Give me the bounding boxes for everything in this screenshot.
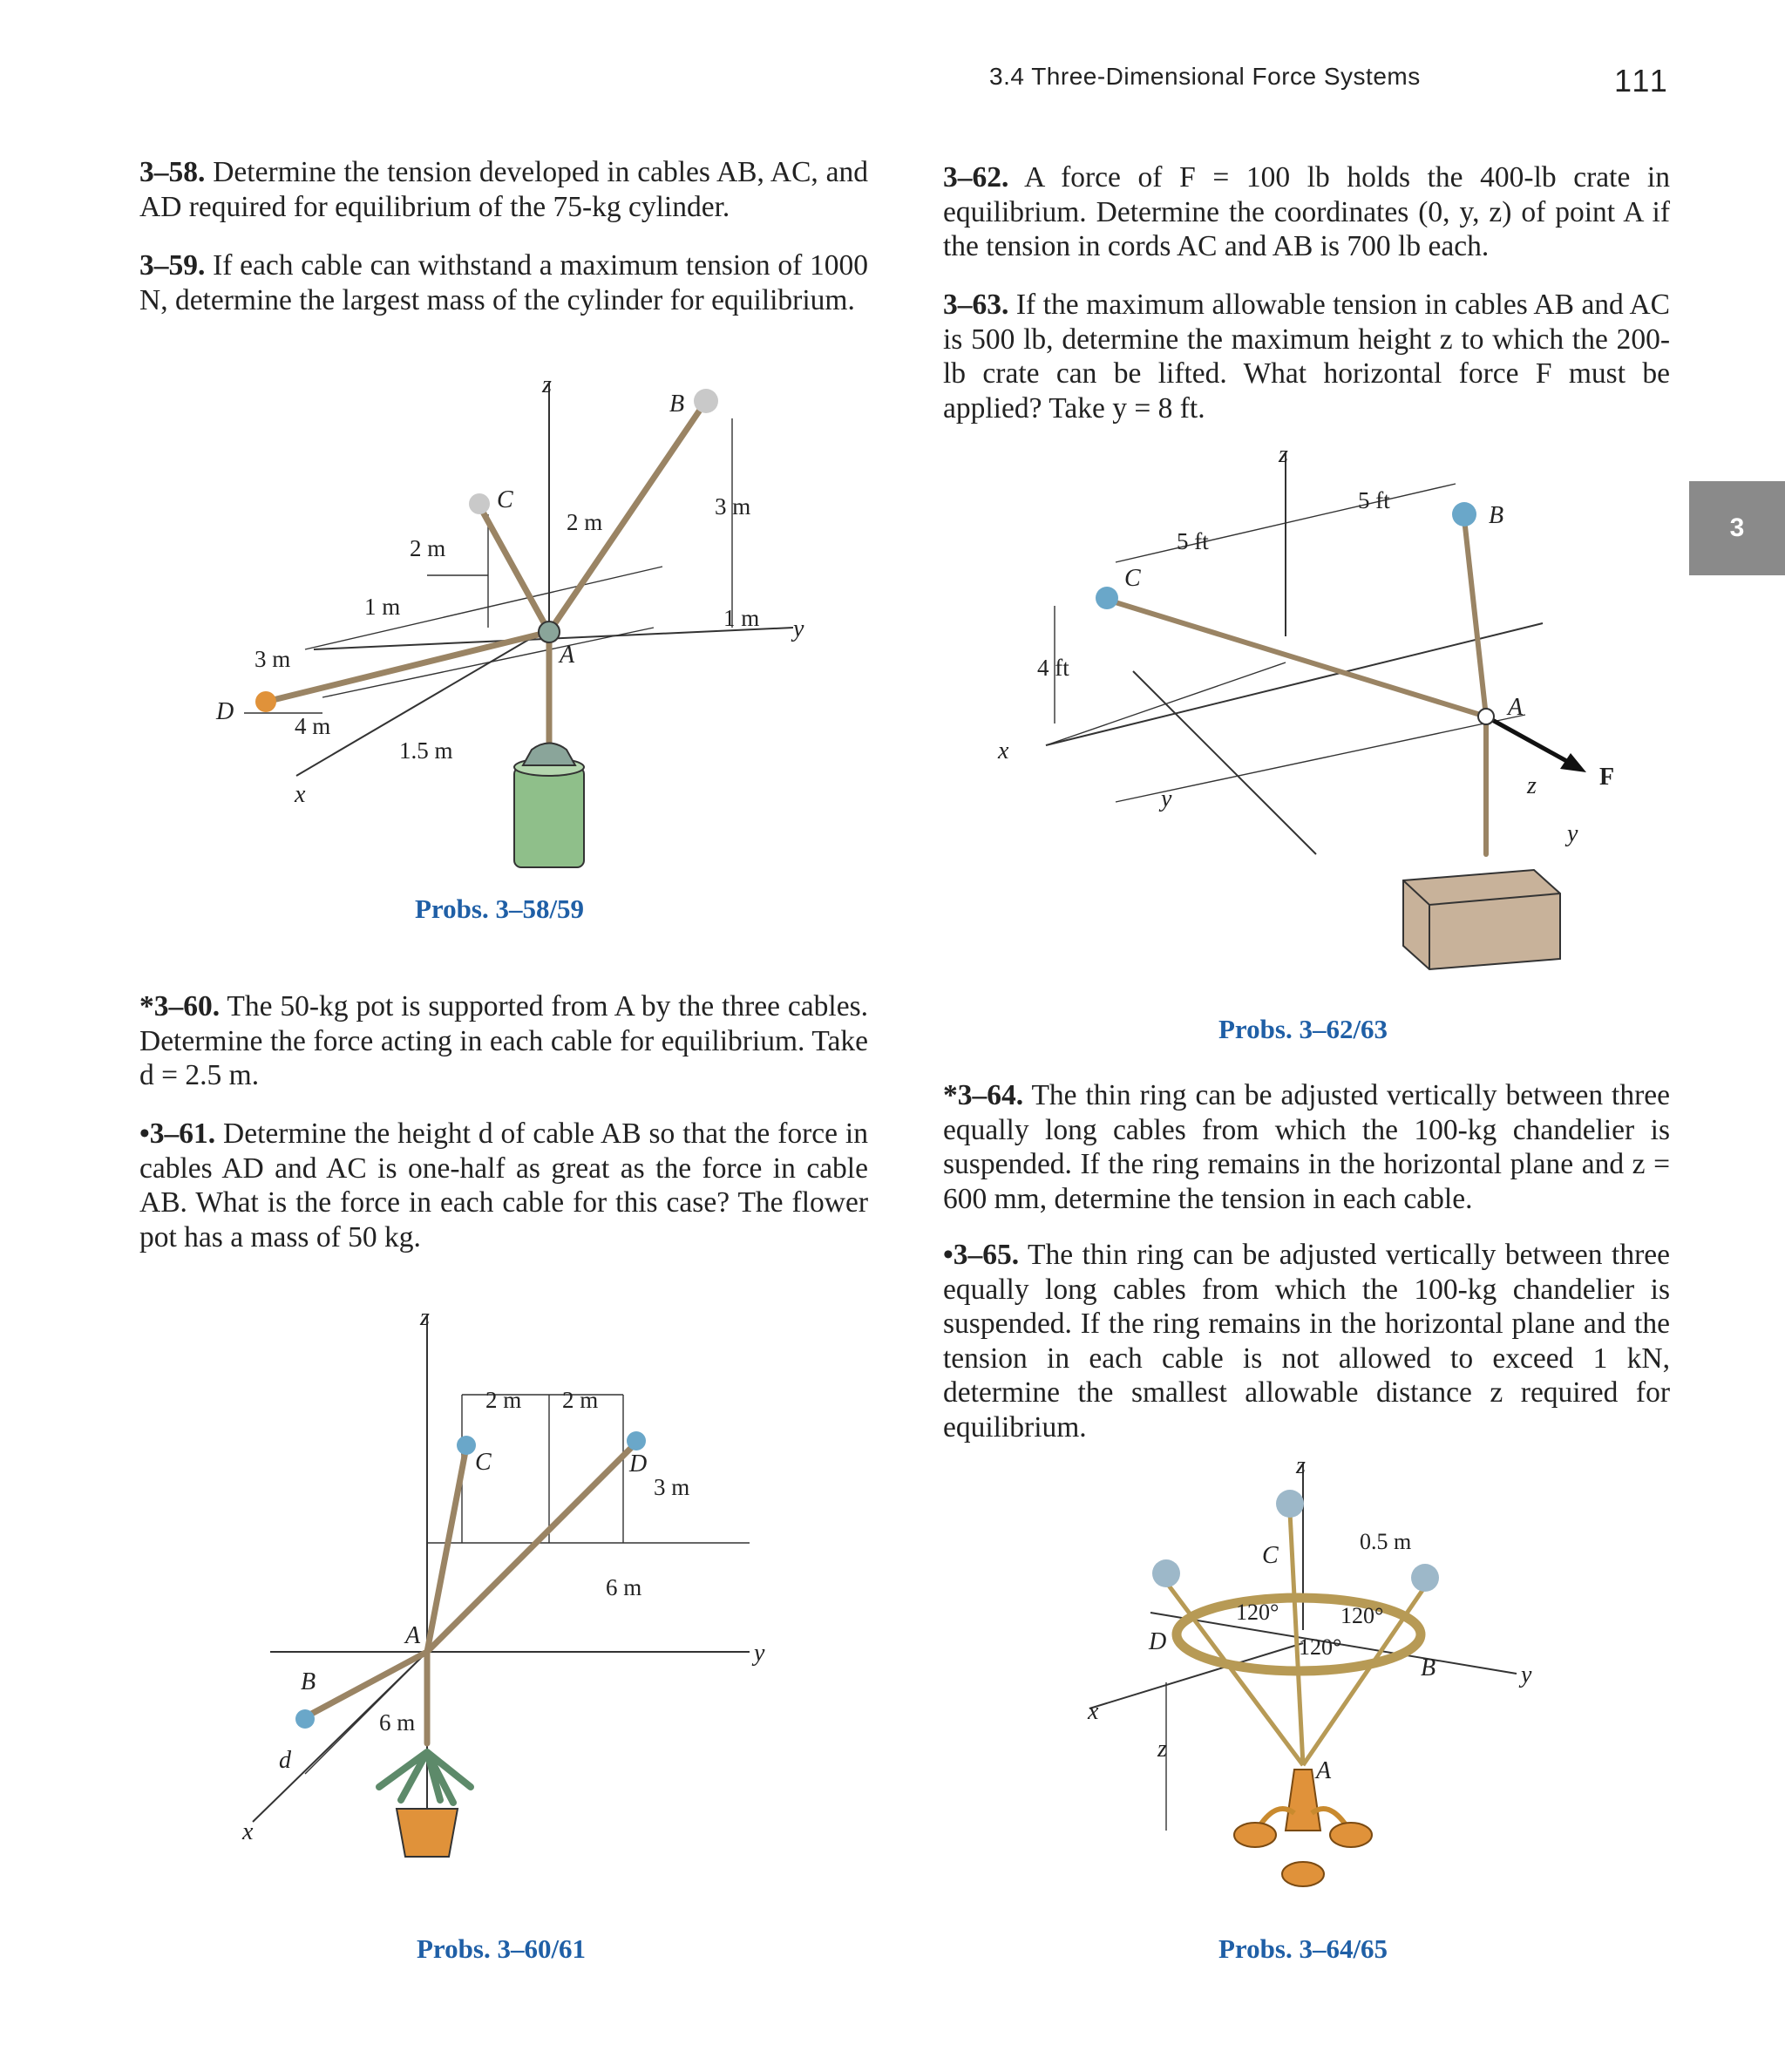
x-axis <box>1133 671 1316 854</box>
z-dim-label: z <box>1527 772 1537 799</box>
problem-3-59 <box>139 248 868 317</box>
point-D: D <box>629 1450 648 1478</box>
figure-3-64-65 <box>1063 1447 1551 1918</box>
support-B <box>1411 1564 1439 1592</box>
point-A: A <box>1316 1757 1332 1784</box>
support-C <box>457 1436 476 1455</box>
figure-caption: Probs. 3–60/61 <box>417 1933 587 1964</box>
problem-3-63 <box>943 288 1670 425</box>
support-C <box>469 493 490 514</box>
point-B: B <box>669 391 685 418</box>
dim-2m: 2 m <box>562 1387 599 1413</box>
support-C <box>1276 1490 1304 1518</box>
chapter-tab: 3 <box>1689 481 1785 575</box>
dim-1m: 1 m <box>364 594 401 620</box>
ring-A <box>539 622 560 642</box>
angle-120: 120° <box>1340 1603 1384 1628</box>
point-C: C <box>1124 565 1141 592</box>
support-D <box>627 1431 646 1450</box>
problem-number: •3–61. <box>139 1118 216 1150</box>
z-label: z <box>1279 441 1288 468</box>
point-B: B <box>1489 502 1504 529</box>
problem-3-64 <box>943 1078 1670 1216</box>
problem-number: •3–65. <box>943 1239 1020 1271</box>
dim-d: d <box>279 1747 291 1774</box>
x-label: x <box>295 781 306 808</box>
support-C <box>1096 587 1118 609</box>
dim-2m: 2 m <box>410 535 446 561</box>
z-label: z <box>420 1304 430 1331</box>
problem-text: If the maximum allowable tension in cables AB and AC is 500 lb, determine the maximum height z to which the 200-lb crate can be lifted. What horizontal force F must be applied? Take y = 8 ft. <box>943 289 1671 425</box>
y-dim-label: y <box>1161 785 1172 812</box>
z-dim-label: z <box>1157 1736 1167 1763</box>
problem-number: 3–63. <box>943 289 1009 321</box>
z-label: z <box>542 371 552 398</box>
section-title: 3.4 Three-Dimensional Force Systems <box>989 63 1421 90</box>
dim-4ft: 4 ft <box>1037 655 1069 681</box>
problem-text: Determine the height d of cable AB so that the force in cables AD and AC is one-half as great as the force in cable AB. What is the force in each cable for this case? The flower pot has a mass of 50 kg. <box>139 1118 868 1253</box>
point-C: C <box>1262 1542 1279 1569</box>
dim-4m: 4 m <box>295 713 331 739</box>
support-D <box>255 691 276 712</box>
ring-A <box>1478 709 1494 724</box>
dim-3m: 3 m <box>715 493 751 520</box>
point-C: C <box>497 486 513 513</box>
point-D: D <box>216 698 234 725</box>
angle-120: 120° <box>1236 1600 1279 1625</box>
problem-text: The thin ring can be adjusted vertically between three equally long cables from which the 100-kg chandelier is suspended. If the ring remains in the horizontal plane and z = 600 mm, determine the tension in each cable. <box>943 1079 1670 1215</box>
problem-3-58 <box>139 155 868 224</box>
problem-text: The 50-kg pot is supported from A by the three cables. Determine the force acting in each cable for equilibrium. Take d = 2.5 m. <box>139 990 868 1091</box>
dim-2m: 2 m <box>485 1387 522 1413</box>
problem-number: *3–64. <box>943 1079 1024 1111</box>
point-B: B <box>1421 1654 1436 1681</box>
problem-3-65 <box>943 1238 1670 1444</box>
support-B <box>694 389 718 413</box>
force-F-arrow <box>1486 717 1578 767</box>
point-A: A <box>1508 694 1524 721</box>
crate <box>1403 870 1560 969</box>
dim-0-5m: 0.5 m <box>1360 1529 1412 1554</box>
point-B: B <box>301 1668 316 1695</box>
y-label: y <box>754 1640 765 1667</box>
problem-number: 3–59. <box>139 249 206 282</box>
figure-caption: Probs. 3–62/63 <box>1218 1014 1388 1044</box>
x-label: x <box>1088 1698 1099 1725</box>
problem-text: The thin ring can be adjusted vertically between three equally long cables from which the 100-kg chandelier is suspended. If the ring remains in the horizontal plane and the tension in each cable is not allowed to exceed 1 kN, determine the smallest allowable distance z required for equilibrium. <box>943 1239 1670 1444</box>
figure-3-60-61 <box>227 1299 784 1909</box>
dim-2m: 2 m <box>567 509 603 535</box>
cylinder-hook <box>523 744 575 766</box>
point-D: D <box>1149 1628 1167 1655</box>
point-C: C <box>475 1449 492 1476</box>
page-number: 111 <box>1614 63 1670 99</box>
dim-5ft: 5 ft <box>1177 528 1209 554</box>
figure-caption: Probs. 3–58/59 <box>415 893 585 924</box>
problem-text: A force of F = 100 lb holds the 400-lb crate in equilibrium. Determine the coordinates (0, y, z) of point A if the tension in cords AC and AB is 700 lb each. <box>943 161 1670 262</box>
point-A: A <box>405 1622 421 1649</box>
support-B <box>1452 502 1476 526</box>
x-label: x <box>242 1818 254 1845</box>
angle-120: 120° <box>1299 1634 1342 1660</box>
problem-number: 3–62. <box>943 161 1009 194</box>
flower-pot <box>379 1752 471 1857</box>
y-label: y <box>1521 1661 1532 1688</box>
dim-3m: 3 m <box>654 1474 690 1500</box>
support-D <box>1152 1559 1180 1587</box>
problem-3-61 <box>139 1117 868 1254</box>
cables <box>305 1443 636 1743</box>
problem-3-60 <box>139 989 868 1093</box>
y-label: y <box>1567 820 1578 847</box>
problem-text: Determine the tension developed in cables AB, AC, and AD required for equilibrium of the 75-kg cylinder. <box>139 156 869 223</box>
dim-5ft: 5 ft <box>1358 487 1390 513</box>
figure-3-62-63 <box>985 436 1665 976</box>
dim-3m: 3 m <box>255 646 291 672</box>
figure-caption: Probs. 3–64/65 <box>1218 1933 1388 1964</box>
problem-number: *3–60. <box>139 990 221 1022</box>
problem-text: If each cable can withstand a maximum tension of 1000 N, determine the largest mass of the cylinder for equilibrium. <box>139 249 869 316</box>
problem-3-62 <box>943 160 1670 264</box>
figure-3-58-59 <box>200 366 828 872</box>
z-label: z <box>1296 1452 1306 1479</box>
cylinder <box>514 767 584 867</box>
x-label: x <box>998 737 1009 764</box>
dim-6m: 6 m <box>606 1574 642 1600</box>
force-F-label: F <box>1599 764 1615 791</box>
point-A: A <box>560 642 575 669</box>
support-B <box>295 1709 315 1729</box>
dim-6m: 6 m <box>379 1709 416 1736</box>
dim-1-5m: 1.5 m <box>399 737 453 764</box>
problem-number: 3–58. <box>139 156 206 188</box>
chandelier <box>1234 1770 1372 1886</box>
dim-1m: 1 m <box>723 605 760 631</box>
y-label: y <box>793 615 804 642</box>
